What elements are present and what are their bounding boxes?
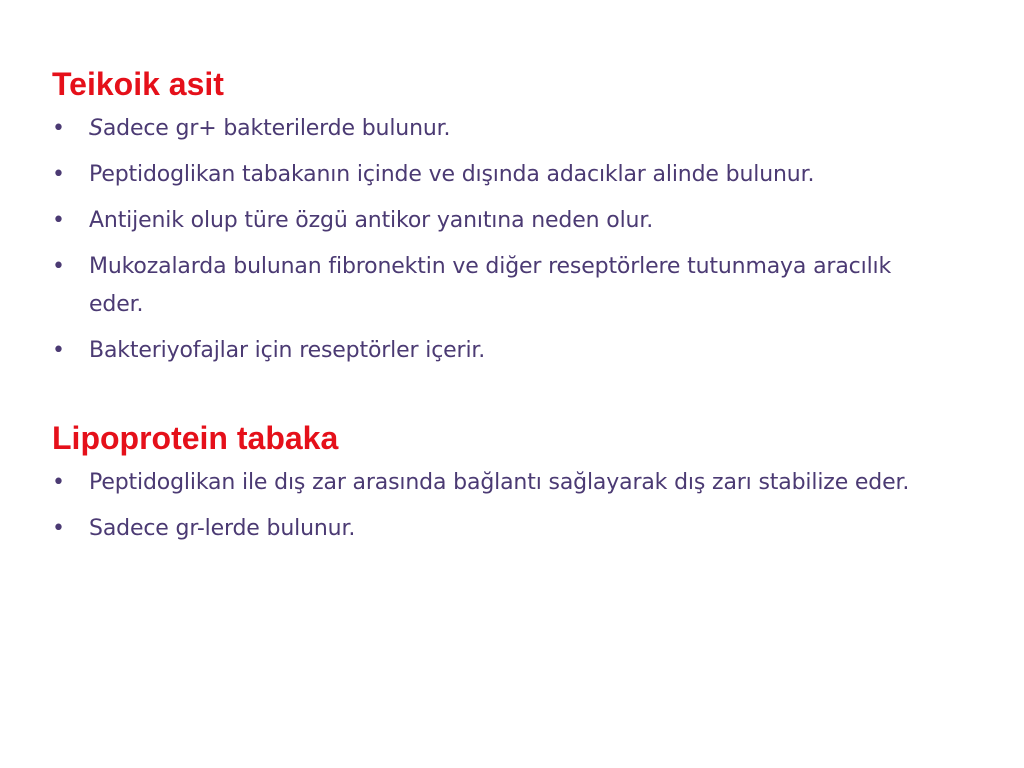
bullet-icon: •	[52, 162, 65, 187]
bullet-item	[52, 156, 909, 194]
bullet-icon: •	[52, 516, 65, 541]
bullet-item	[52, 202, 909, 240]
bullet-icon: •	[52, 338, 65, 363]
bullet-list-teikoik-asit	[52, 110, 952, 370]
bullet-text: Antijenik olup türe özgü antikor yanıtına neden olur.	[89, 208, 654, 233]
bullet-text: Bakteriyofajlar için reseptörler içerir.	[89, 338, 486, 363]
bullet-item	[52, 110, 909, 148]
bullet-list-lipoprotein-tabaka	[52, 464, 952, 548]
bullet-item	[52, 248, 909, 324]
bullet-text: adece gr+ bakterilerde bulunur.	[102, 116, 451, 141]
bullet-icon: •	[52, 470, 65, 495]
bullet-icon: •	[52, 208, 65, 233]
bullet-text: Peptidoglikan ile dış zar arasında bağlantı sağlayarak dış zarı stabilize eder.	[89, 470, 910, 495]
bullet-text: Mukozalarda bulunan fibronektin ve diğer reseptörlere tutunmaya aracılık eder.	[89, 254, 892, 317]
slide-content	[52, 62, 952, 556]
bullet-item	[52, 464, 949, 502]
bullet-text: Sadece gr-lerde bulunur.	[89, 516, 356, 541]
section-heading-teikoik-asit: Teikoik asit	[52, 66, 224, 102]
bullet-item	[52, 510, 949, 548]
bullet-text: Peptidoglikan tabakanın içinde ve dışında adacıklar alinde bulunur.	[89, 162, 815, 187]
bullet-icon: •	[52, 116, 65, 141]
bullet-text-initial: S	[89, 116, 103, 141]
bullet-item	[52, 332, 909, 370]
section-heading-lipoprotein-tabaka: Lipoprotein tabaka	[52, 420, 339, 456]
bullet-icon: •	[52, 254, 65, 279]
